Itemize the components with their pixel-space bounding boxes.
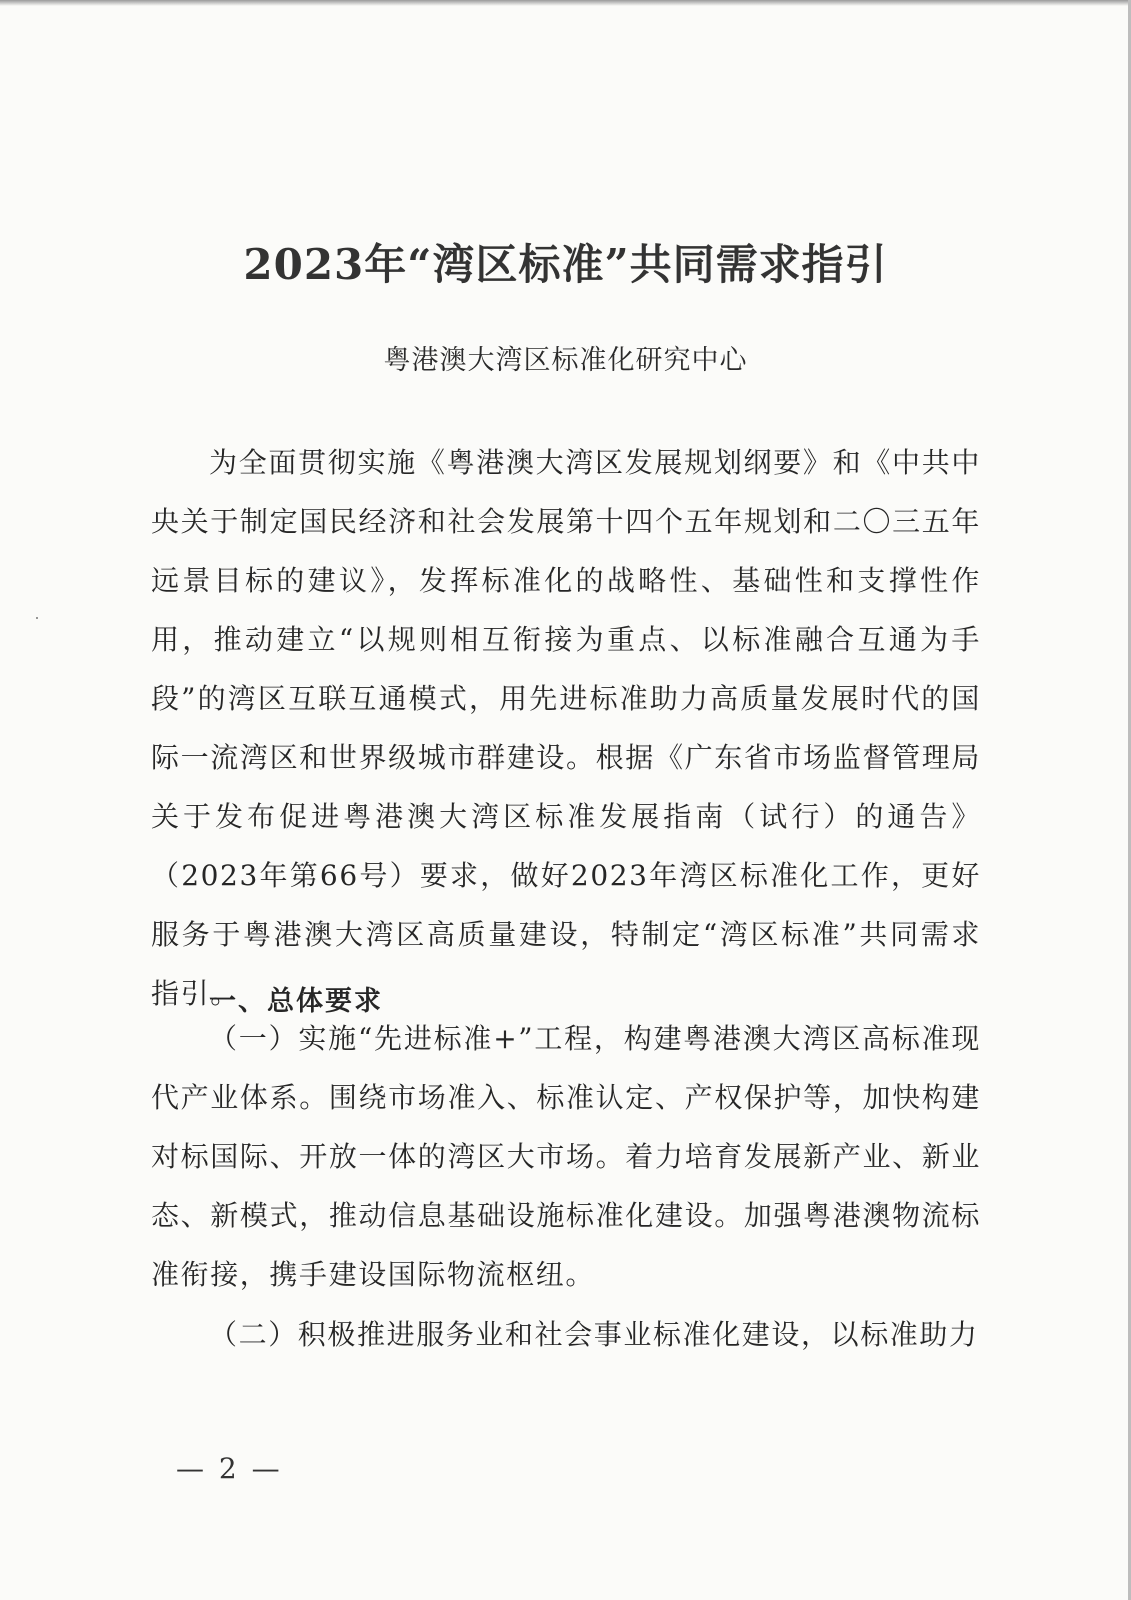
page-number: — 2 — xyxy=(176,1452,283,1485)
intro-paragraph: 为全面贯彻实施《粤港澳大湾区发展规划纲要》和《中共中央关于制定国民经济和社会发展第十四个五年规划和二〇三五年远景目标的建议》，发挥标准化的战略性、基础性和支撑性作用，推动建立“以规则相互衔接为重点、以标准融合互通为手段”的湾区互联互通模式，用先进标准助力高质量发展时代的国际一流湾区和世界级城市群建设。根据《广东省市场监督管理局关于发布促进粤港澳大湾区标准发展指南（试行）的通告》（2023年第66号）要求，做好2023年湾区标准化工作，更好服务于粤港澳大湾区高质量建设，特制定“湾区标准”共同需求指引。 xyxy=(151,446,981,1010)
item-2-paragraph: （二）积极推进服务业和社会事业标准化建设，以标准助力 xyxy=(209,1318,979,1351)
scan-top-edge xyxy=(0,0,1131,6)
item-1-paragraph: （一）实施“先进标准+”工程，构建粤港澳大湾区高标准现代产业体系。围绕市场准入、标准认定、产权保护等，加快构建对标国际、开放一体的湾区大市场。着力培育发展新产业、新业态、新模式，推动信息基础设施标准化建设。加强粤港澳物流标准衔接，携手建设国际物流枢纽。 xyxy=(151,1022,981,1291)
section-heading: 一、总体要求 xyxy=(209,986,383,1017)
scan-speck xyxy=(36,617,38,619)
document-issuer: 粤港澳大湾区标准化研究中心 xyxy=(383,345,748,376)
document-title: 2023年“湾区标准”共同需求指引 xyxy=(243,240,888,289)
